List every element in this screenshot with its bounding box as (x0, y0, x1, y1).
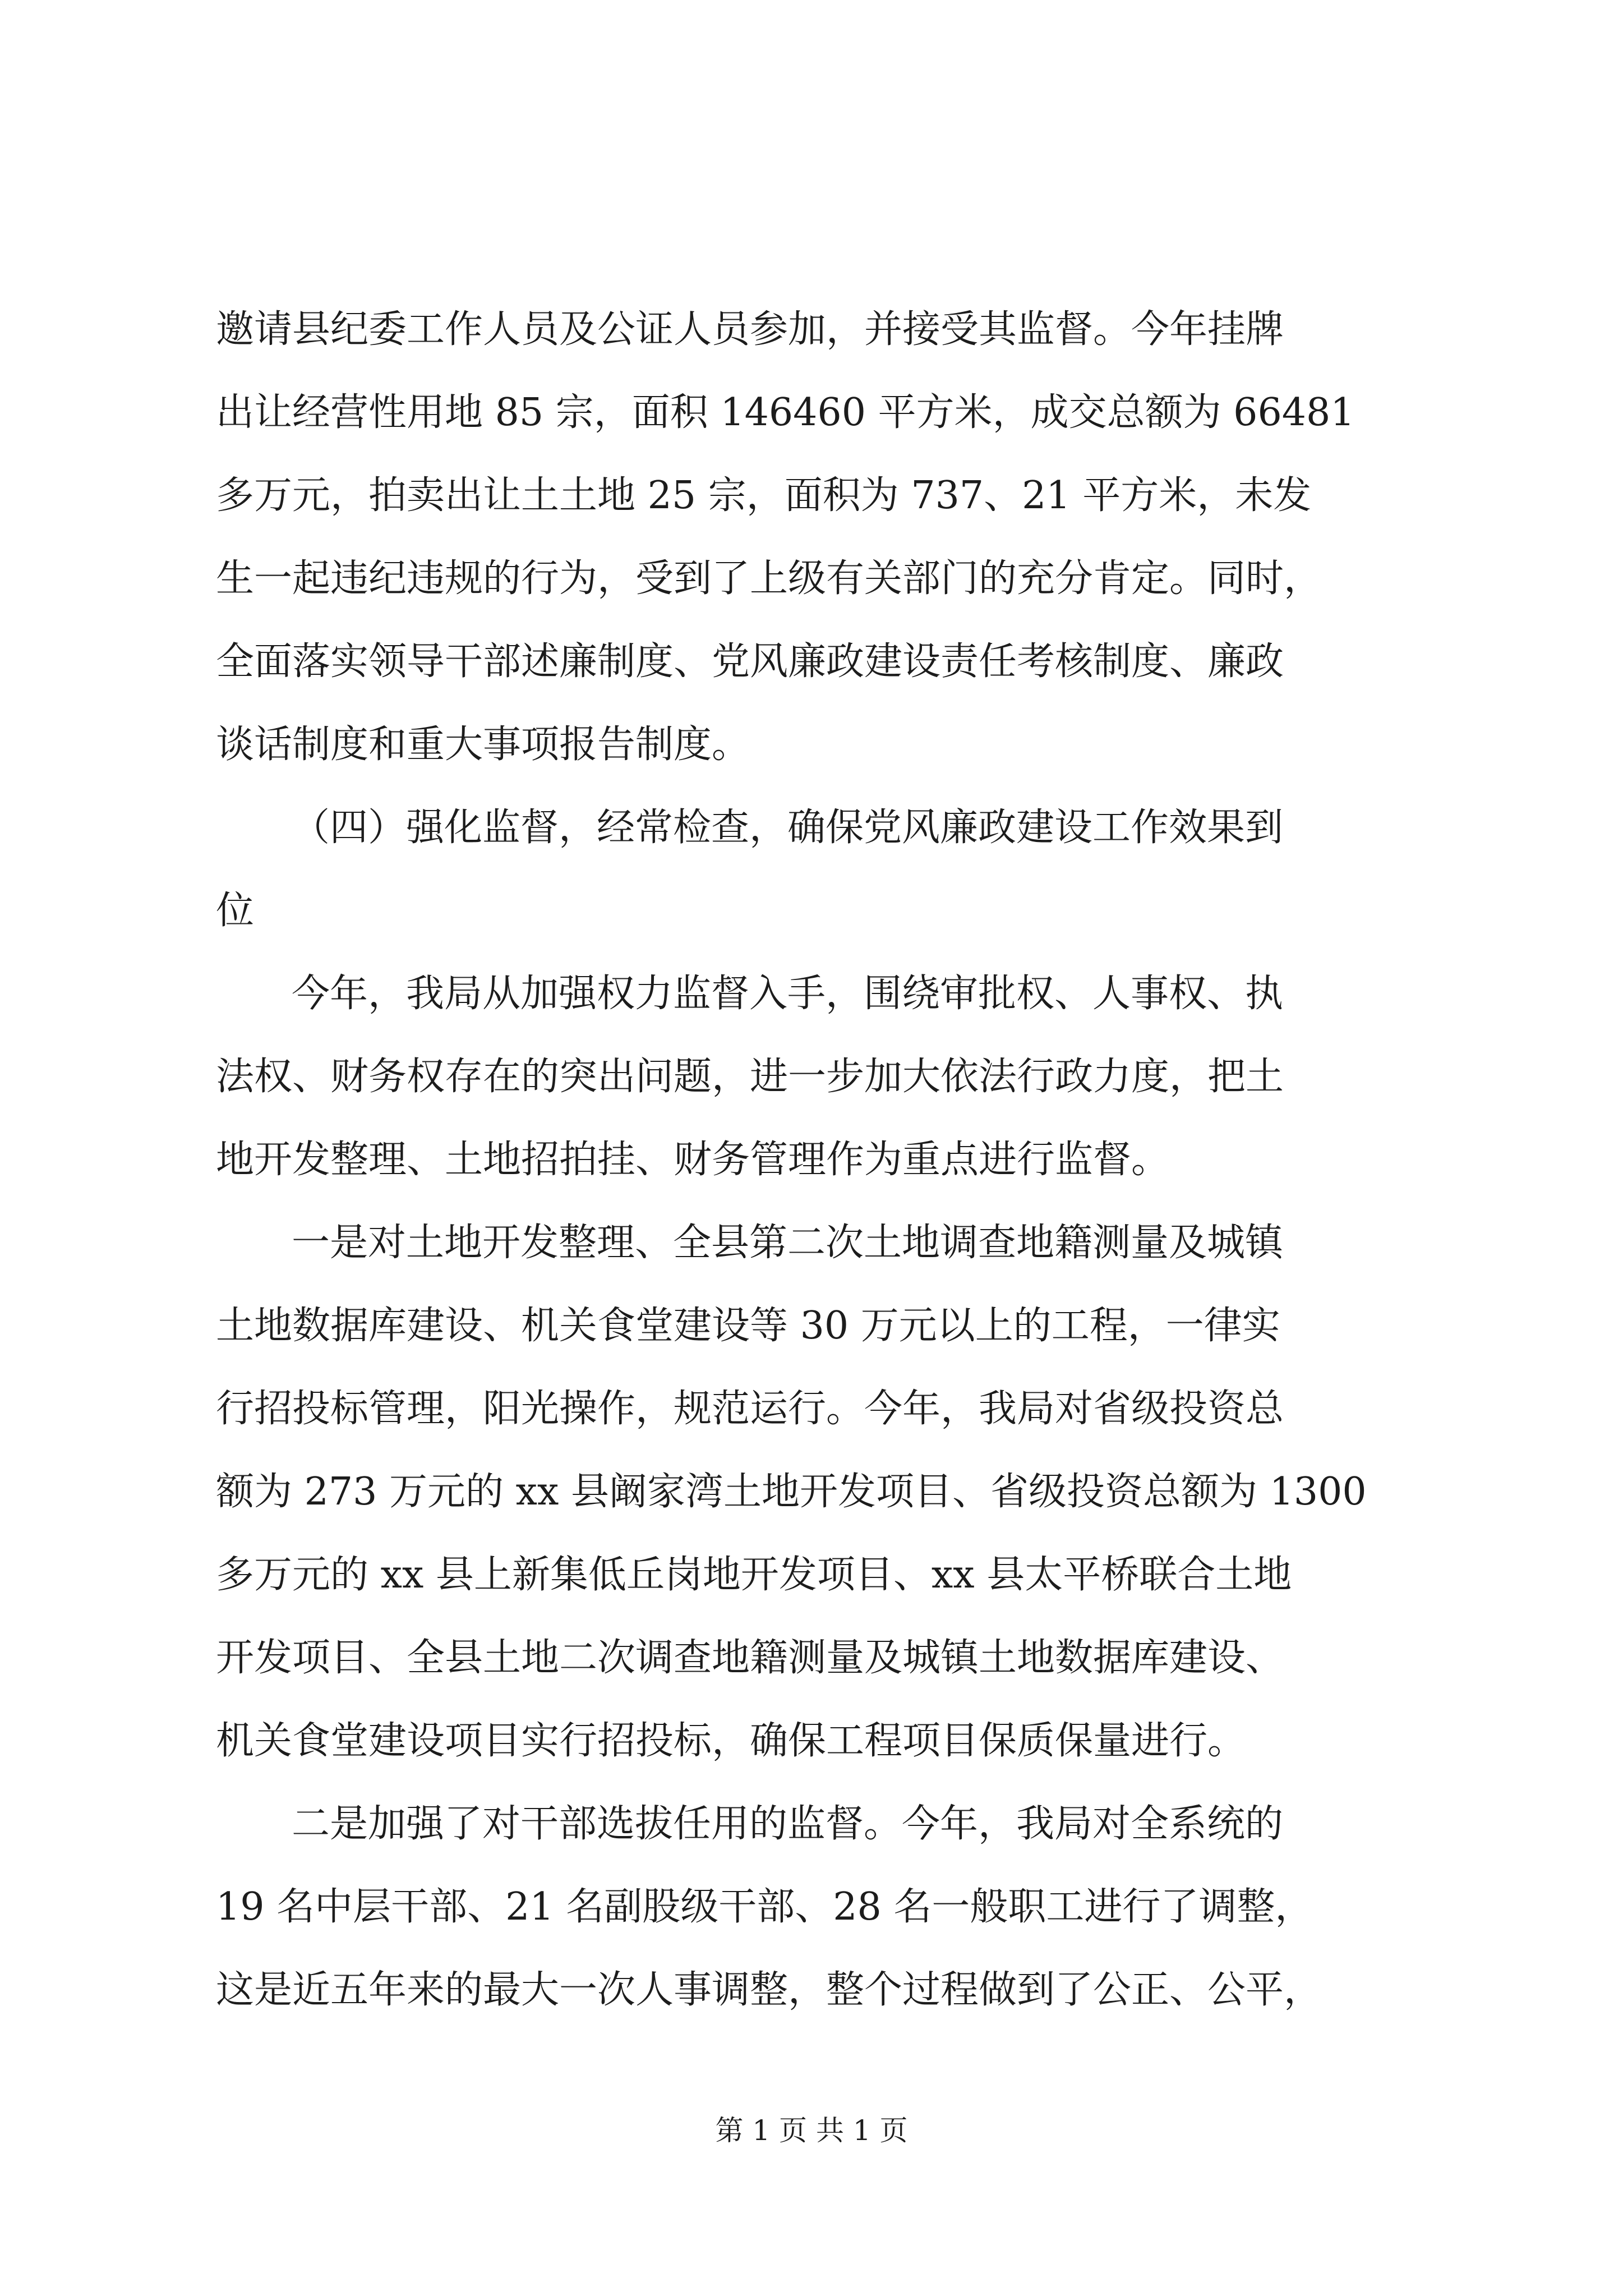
text-line-21: 这是近五年来的最大一次人事调整，整个过程做到了公正、公平， (216, 1968, 1322, 2012)
text-line-2: 出让经营性用地 85 宗，面积 146460 平方米，成交总额为 66481 (216, 390, 1355, 435)
text-line-19: 二是加强了对干部选拔任用的监督。今年，我局对全系统的 (292, 1802, 1284, 1846)
page-footer: 第 1 页 共 1 页 (715, 2114, 908, 2147)
text-line-4: 生一起违纪违规的行为，受到了上级有关部门的充分肯定。同时， (216, 556, 1322, 601)
text-line-18: 机关食堂建设项目实行招投标，确保工程项目保质保量进行。 (216, 1719, 1246, 1763)
text-line-6: 谈话制度和重大事项报告制度。 (216, 723, 750, 767)
text-line-11: 地开发整理、土地招拍挂、财务管理作为重点进行监督。 (216, 1138, 1170, 1182)
text-line-17: 开发项目、全县土地二次调查地籍测量及城镇土地数据库建设、 (216, 1636, 1284, 1680)
text-line-13: 土地数据库建设、机关食堂建设等 30 万元以上的工程，一律实 (216, 1304, 1280, 1348)
text-line-9: 今年，我局从加强权力监督入手，围绕审批权、人事权、执 (292, 972, 1284, 1016)
section-heading-line-1: （四）强化监督，经常检查，确保党风廉政建设工作效果到 (292, 806, 1284, 850)
text-line-5: 全面落实领导干部述廉制度、党风廉政建设责任考核制度、廉政 (216, 639, 1284, 684)
text-line-14: 行招投标管理，阳光操作，规范运行。今年，我局对省级投资总 (216, 1387, 1284, 1431)
text-line-3: 多万元，拍卖出让土土地 25 宗，面积为 737、21 平方米，未发 (216, 473, 1312, 518)
text-line-12: 一是对土地开发整理、全县第二次土地调查地籍测量及城镇 (292, 1221, 1284, 1265)
section-heading-line-2: 位 (216, 889, 255, 933)
text-line-1: 邀请县纪委工作人员及公证人员参加，并接受其监督。今年挂牌 (216, 307, 1284, 352)
text-line-16: 多万元的 xx 县上新集低丘岗地开发项目、xx 县太平桥联合土地 (216, 1553, 1292, 1597)
text-line-10: 法权、财务权存在的突出问题，进一步加大依法行政力度，把土 (216, 1055, 1284, 1099)
text-line-20: 19 名中层干部、21 名副股级干部、28 名一般职工进行了调整， (216, 1885, 1313, 1929)
text-line-15: 额为 273 万元的 xx 县阚家湾土地开发项目、省级投资总额为 1300 (216, 1470, 1367, 1514)
